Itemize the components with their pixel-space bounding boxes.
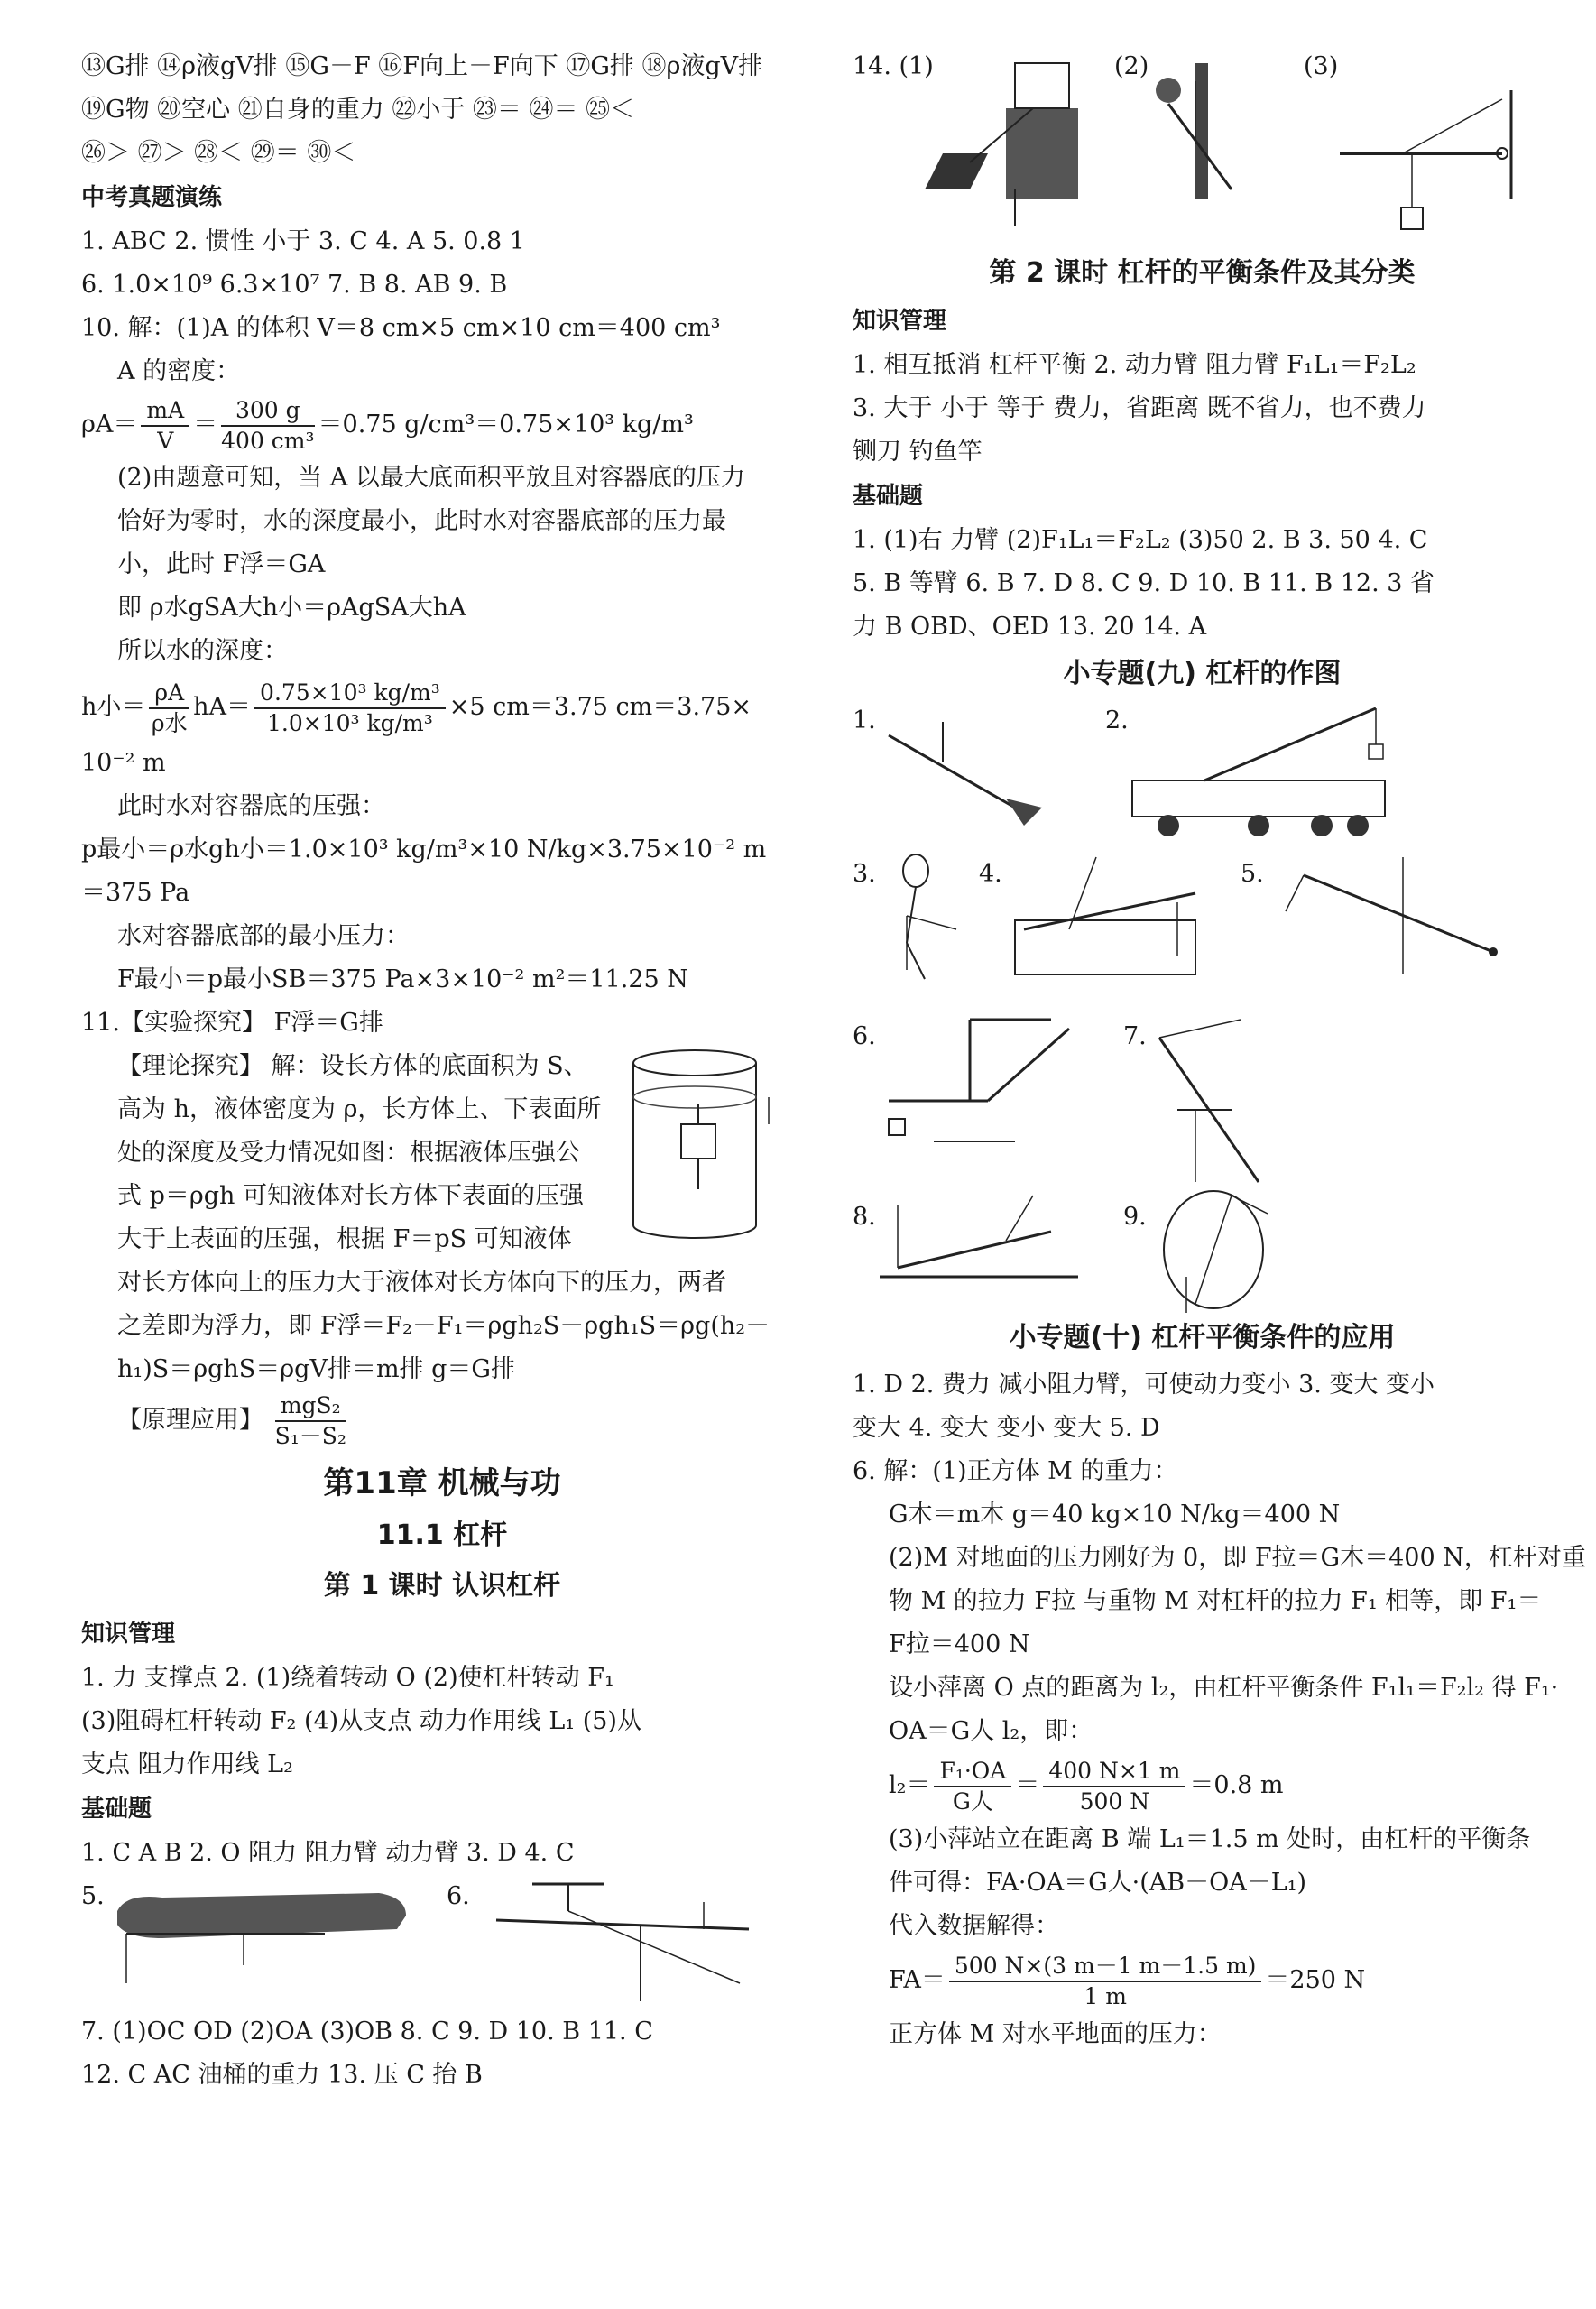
fig-label: 5. (1241, 860, 1264, 888)
t10-line: 1. D 2. 费力 减小阻力臂，可使动力变小 3. 变大 变小 (853, 1371, 1435, 1399)
knowledge-line: 支点 阻力作用线 L₂ (81, 1750, 293, 1778)
t10-line: 正方体 M 对水平地面的压力： (889, 2020, 1222, 2048)
t10-line: F拉＝400 N (889, 1630, 1030, 1658)
q10-line: 所以水的深度： (117, 637, 288, 665)
q11-line: 【理论探究】 解：设长方体的底面积为 S、 (117, 1052, 588, 1080)
figure-t9-8 (871, 1187, 1087, 1304)
q10-line: 10. 解：(1)A 的体积 V＝8 cm×5 cm×10 cm＝400 cm³ (81, 314, 721, 342)
q10-line: A 的密度： (117, 357, 241, 385)
basic-line: 7. (1)OC OD (2)OA (3)OB 8. C 9. D 10. B 11. C (81, 2018, 653, 2046)
fig-label: 6. (447, 1882, 470, 1910)
figure-t9-3 (871, 853, 970, 988)
topic9-figures (853, 699, 1552, 1313)
q10-line: p最小＝ρ水gh小＝1.0×10³ kg/m³×10 N/kg×3.75×10⁻² m (81, 836, 767, 864)
q11-line: 大于上表面的压强，根据 F＝pS 可知液体 (117, 1225, 572, 1253)
t10-line: 变大 4. 变大 变小 变大 5. D (853, 1414, 1160, 1442)
fig-label: 8. (853, 1203, 876, 1231)
right-column (853, 45, 1586, 2056)
lesson-title: 第 1 课时 认识杠杆 (323, 1570, 561, 1602)
basic-line: 力 B OBD、OED 13. 20 14. A (853, 613, 1207, 641)
section-title: 11.1 杠杆 (376, 1519, 508, 1551)
t10-line: (3)小萍站立在距离 B 端 L₁＝1.5 m 处时，由杠杆的平衡条 (889, 1825, 1531, 1853)
q11-line: 处的深度及受力情况如图：根据液体压强公 (117, 1139, 580, 1167)
fig-label: 2. (1105, 707, 1129, 734)
q10-line: 恰好为零时，水的深度最小，此时水对容器底部的压力最 (117, 507, 726, 535)
q11-line: 式 p＝ρgh 可知液体对长方体下表面的压强 (117, 1182, 584, 1210)
figure-t9-1 (871, 708, 1051, 826)
q10-line: 水对容器底部的最小压力： (117, 922, 410, 950)
left-column (81, 45, 803, 2097)
knowledge-line: 1. 相互抵消 杠杆平衡 2. 动力臂 阻力臂 F₁L₁＝F₂L₂ (853, 351, 1416, 379)
q11-block (81, 1002, 803, 1451)
t10-line: 物 M 的拉力 F拉 与重物 M 对杠杆的拉力 F₁ 相等，即 F₁＝ (889, 1587, 1542, 1615)
fig-label: 4. (979, 860, 1002, 888)
q11-line: 高为 h，液体密度为 ρ，长方体上、下表面所 (117, 1095, 602, 1123)
q10-line: (2)由题意可知，当 A 以最大底面积平放且对容器底的压力 (117, 464, 745, 492)
fa-formula: FA＝ $\frac{500 N\times(3 m-1 m-1.5 m)}{1 m}$ ＝250 N (889, 1952, 1366, 2009)
t10-line: 6. 解：(1)正方体 M 的重力： (853, 1457, 1178, 1485)
l2-formula: l₂＝ $\frac{\text{F₁·OA}}{\text{G人}}$ ＝ $\frac{400 N\times 1 m}{500 N}$ ＝0.8 m (889, 1757, 1284, 1815)
t10-line: 代入数据解得： (889, 1912, 1059, 1940)
q10-line: 即 ρ水gSA大h小＝ρAgSA大hA (117, 594, 466, 622)
basic-heading: 基础题 (81, 1796, 152, 1823)
q10-line: 小，此时 F浮＝GA (117, 550, 326, 578)
knowledge-line: (3)阻碍杠杆转动 F₂ (4)从支点 动力作用线 L₁ (5)从 (81, 1707, 641, 1735)
answer-line: ⑬G排 ⑭ρ液gV排 ⑮G－F ⑯F向上－F向下 ⑰G排 ⑱ρ液gV排 (81, 52, 763, 80)
fig-label: 6. (853, 1022, 876, 1050)
q11-line: 之差即为浮力，即 F浮＝F₂－F₁＝ρgh₂S－ρgh₁S＝ρg(h₂－ (117, 1312, 770, 1340)
figure-14-1 (916, 54, 1096, 235)
basic-heading: 基础题 (853, 483, 924, 510)
knowledge-line: 1. 力 支撑点 2. (1)绕着转动 O (2)使杠杆转动 F₁ (81, 1664, 614, 1692)
figure-t9-5 (1268, 848, 1520, 984)
figure-t9-7 (1141, 1011, 1322, 1191)
q10-line: F最小＝p最小SB＝375 Pa×3×10⁻² m²＝11.25 N (117, 965, 688, 993)
figure-t9-4 (997, 848, 1222, 1002)
density-formula: ρA＝ $\frac{mA}{V}$ ＝ $\frac{300 g}{\text{400 cm³}}$ ＝0.75 g/cm³＝0.75×10³ kg/m³ (81, 396, 694, 454)
q14-figures (853, 45, 1552, 248)
fig-label: 3. (853, 860, 876, 888)
basic-line: 5. B 等臂 6. B 7. D 8. C 9. D 10. B 11. B 12. 3 省 (853, 569, 1435, 597)
fig-label: (2) (1114, 52, 1149, 80)
fig-label: 1. (853, 707, 876, 734)
answer-line: 1. ABC 2. 惯性 小于 3. C 4. A 5. 0.8 1 (81, 227, 525, 255)
figure-t9-6 (871, 1011, 1087, 1155)
q11-line: 11.【实验探究】 F浮＝G排 (81, 1009, 383, 1037)
basic-line: 1. (1)右 力臂 (2)F₁L₁＝F₂L₂ (3)50 2. B 3. 50 4. C (853, 526, 1428, 554)
figure-14-3 (1331, 54, 1538, 244)
topic-title: 小专题(十) 杠杆平衡条件的应用 (1009, 1322, 1396, 1353)
figure-14-2 (1141, 54, 1268, 217)
depth-formula: h小＝ $\frac{\rho A}{\text{ρ水}}$ hA＝ $\frac{\text{0.75×10³ kg/m³}}{\text{1.0×10³ kg/m³}}$ ×5 cm＝3.75 cm＝3.75× (81, 679, 752, 736)
chapter-title: 第11章 机械与功 (323, 1465, 561, 1501)
figure-t9-crane (1123, 699, 1412, 844)
section-heading: 中考真题演练 (81, 184, 223, 211)
figure-t9-9 (1150, 1187, 1295, 1313)
cylinder-diagram (623, 1045, 785, 1252)
t10-line: G木＝m木 g＝40 kg×10 N/kg＝400 N (889, 1501, 1341, 1529)
figure-5-arm (108, 1875, 433, 2001)
t10-line: 件可得：FA·OA＝G人·(AB－OA－L₁) (889, 1869, 1307, 1897)
lesson-title: 第 2 课时 杠杆的平衡条件及其分类 (989, 257, 1416, 289)
q11-line: 对长方体向上的压力大于液体对长方体向下的压力，两者 (117, 1269, 726, 1297)
figures-5-6 (81, 1875, 803, 2010)
fig-label: 9. (1123, 1203, 1147, 1231)
t10-line: OA＝G人 l₂，即： (889, 1717, 1093, 1745)
q11-line: h₁)S＝ρghS＝ρgV排＝m排 g＝G排 (117, 1355, 515, 1383)
t10-line: 设小萍离 O 点的距离为 l₂，由杠杆平衡条件 F₁l₁＝F₂l₂ 得 F₁· (889, 1674, 1559, 1702)
principle-line: 【原理应用】 $\frac{\text{mgS₂}}{\text{S₁－S₂}}$ (117, 1392, 346, 1449)
figure-6-lever (478, 1875, 767, 2010)
topic-title: 小专题(九) 杠杆的作图 (1063, 658, 1342, 689)
answer-line: ⑲G物 ⑳空心 ㉑自身的重力 ㉒小于 ㉓＝ ㉔＝ ㉕＜ (81, 96, 635, 124)
q10-line: 此时水对容器底的压强： (117, 792, 385, 820)
answer-line: ㉖＞ ㉗＞ ㉘＜ ㉙＝ ㉚＜ (81, 139, 356, 167)
fig-label: (3) (1304, 52, 1339, 80)
fig-label: 14. (1) (853, 52, 934, 80)
t10-line: (2)M 对地面的压力刚好为 0，即 F拉＝G木＝400 N，杠杆对重 (889, 1544, 1586, 1572)
knowledge-heading: 知识管理 (853, 308, 947, 335)
q10-line: 10⁻² m (81, 749, 166, 777)
knowledge-line: 铡刀 钓鱼竿 (853, 438, 983, 466)
fig-label: 5. (81, 1882, 105, 1910)
knowledge-heading: 知识管理 (81, 1621, 176, 1648)
fig-label: 7. (1123, 1022, 1147, 1050)
basic-line: 1. C A B 2. O 阻力 阻力臂 动力臂 3. D 4. C (81, 1839, 575, 1867)
answer-line: 6. 1.0×10⁹ 6.3×10⁷ 7. B 8. AB 9. B (81, 271, 508, 299)
q10-line: ＝375 Pa (81, 879, 190, 907)
basic-line: 12. C AC 油桶的重力 13. 压 C 抬 B (81, 2061, 483, 2089)
knowledge-line: 3. 大于 小于 等于 费力，省距离 既不省力，也不费力 (853, 394, 1426, 422)
